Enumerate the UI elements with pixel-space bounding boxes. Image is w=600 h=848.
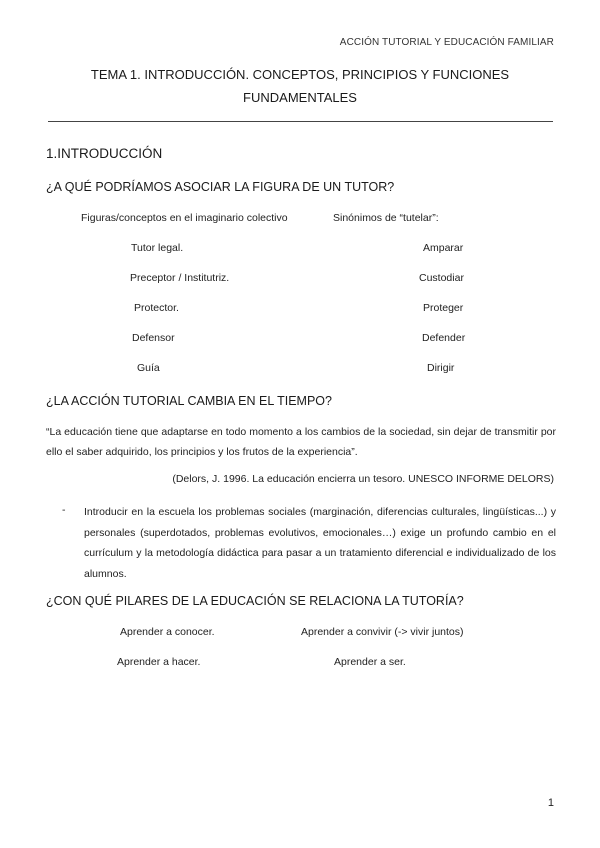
page-number: 1 (547, 797, 554, 809)
synonym-item: Amparar (423, 242, 464, 254)
figure-item: Guía (137, 362, 160, 374)
section-heading: 1.INTRODUCCIÓN (46, 146, 163, 161)
question-heading-education-pillars: ¿CON QUÉ PILARES DE LA EDUCACIÓN SE RELACIONA LA TUTORÍA? (46, 594, 464, 608)
pillar-item: Aprender a convivir (-> vivir juntos) (301, 626, 464, 638)
pillar-item: Aprender a ser. (334, 656, 406, 668)
column-header-synonyms: Sinónimos de “tutelar”: (333, 212, 439, 224)
quote-citation: (Delors, J. 1996. La educación encierra un tesoro. UNESCO INFORME DELORS) (172, 473, 554, 485)
document-title-line-2: FUNDAMENTALES (243, 90, 357, 105)
pillar-item: Aprender a conocer. (120, 626, 215, 638)
bullet-marker: - (62, 504, 66, 516)
bullet-paragraph: Introducir en la escuela los problemas sociales (marginación, diferencias culturales, lingüísticas...) y personales (superdotados, problemas evolutivos, emocionales…) exige un profundo cambio en el currículum y la metodología didáctica para pasar a un tratamiento diferencial e individualizado de los alumnos. (84, 506, 556, 580)
pillar-item: Aprender a hacer. (117, 656, 201, 668)
figure-item: Defensor (132, 332, 175, 344)
figure-item: Preceptor / Institutriz. (130, 272, 230, 284)
column-header-figures: Figuras/conceptos en el imaginario colectivo (81, 212, 288, 224)
synonym-item: Custodiar (419, 272, 464, 284)
running-header: ACCIÓN TUTORIAL Y EDUCACIÓN FAMILIAR (339, 37, 554, 48)
title-divider (48, 121, 553, 122)
figure-item: Protector. (134, 302, 179, 314)
question-heading-tutor-figure: ¿A QUÉ PODRÍAMOS ASOCIAR LA FIGURA DE UN TUTOR? (46, 180, 395, 194)
synonym-item: Proteger (423, 302, 464, 314)
figure-item: Tutor legal. (131, 242, 184, 254)
synonym-item: Dirigir (427, 362, 455, 374)
question-heading-change-over-time: ¿LA ACCIÓN TUTORIAL CAMBIA EN EL TIEMPO? (46, 394, 332, 408)
delors-quote: “La educación tiene que adaptarse en todo momento a los cambios de la sociedad, sin dejar de transmitir por ello el saber adquirido, los principios y los frutos de la experiencia”. (46, 426, 556, 458)
synonym-item: Defender (422, 332, 466, 344)
document-title-line-1: TEMA 1. INTRODUCCIÓN. CONCEPTOS, PRINCIPIOS Y FUNCIONES (90, 67, 510, 82)
